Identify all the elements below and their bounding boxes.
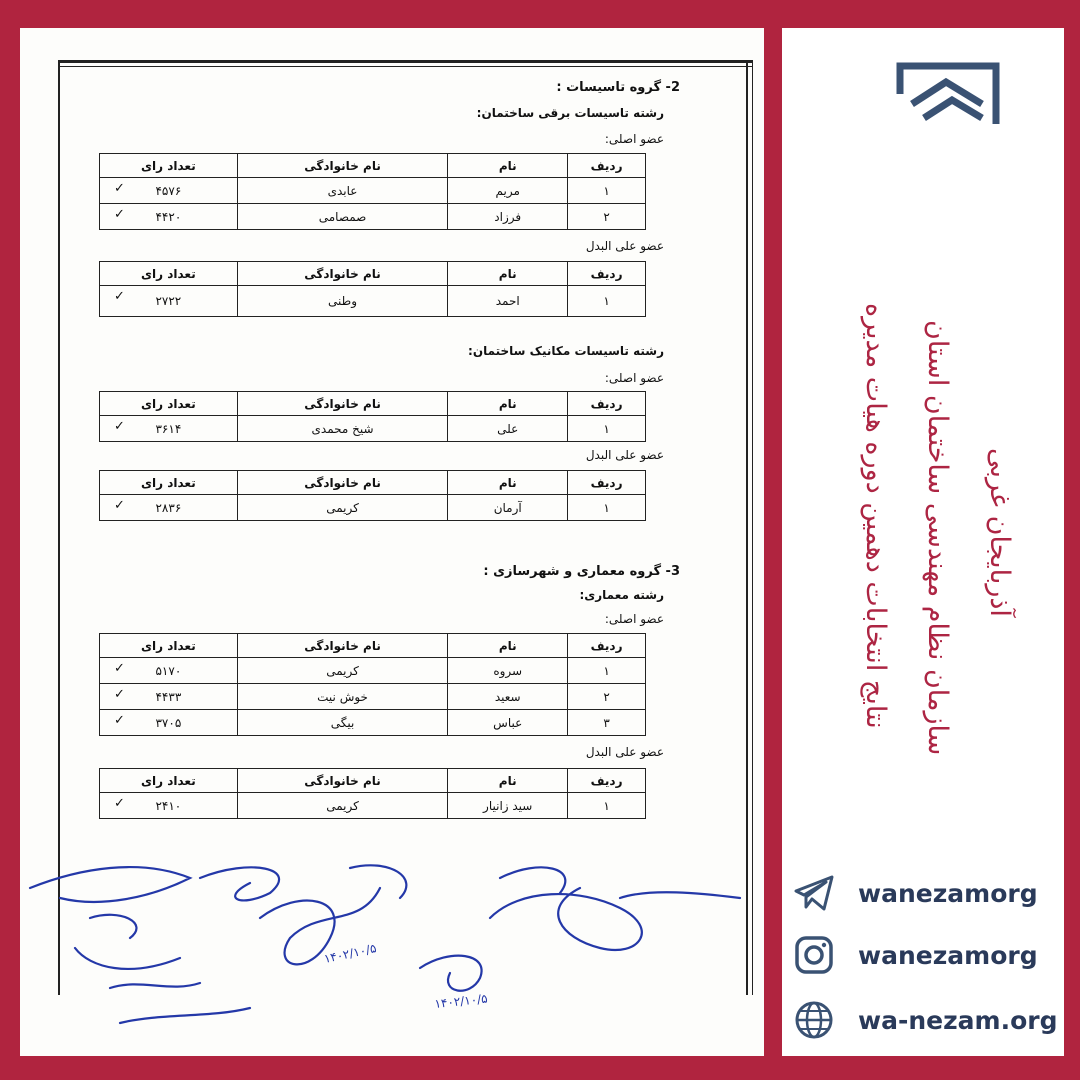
- cell-row: ۲: [568, 204, 646, 230]
- tick-mark: ✓: [114, 207, 125, 222]
- header-last: نام خانوادگی: [237, 392, 448, 416]
- frame-border-top-inner: [58, 66, 752, 67]
- cell-last: وطنی: [237, 286, 448, 317]
- header-first: نام: [448, 154, 568, 178]
- cell-row: ۱: [568, 178, 646, 204]
- cell-first: علی: [448, 416, 568, 442]
- table-row: [100, 178, 646, 204]
- cell-last: خوش نیت: [237, 684, 448, 710]
- cell-row: ۱: [568, 416, 646, 442]
- title-line-2: سازمان نظام مهندسی ساختمان استان: [922, 320, 953, 756]
- header-first: نام: [448, 634, 568, 658]
- table-header-row: [100, 154, 646, 178]
- cell-last: شیخ محمدی: [237, 416, 448, 442]
- elec-main-table: [99, 153, 646, 230]
- field-electrical-title: رشته تاسیسات برقی ساختمان:: [476, 106, 664, 120]
- header-votes: تعداد رای: [100, 262, 238, 286]
- instagram-row[interactable]: [792, 935, 1038, 975]
- header-votes: تعداد رای: [100, 769, 238, 793]
- cell-row: ۱: [568, 286, 646, 317]
- votes-value: ۳۷۰۵: [155, 715, 182, 730]
- header-first: نام: [448, 471, 568, 495]
- table-header-row: [100, 392, 646, 416]
- cell-last: کریمی: [237, 658, 448, 684]
- cell-votes: [100, 416, 238, 442]
- votes-value: ۳۶۱۴: [155, 421, 182, 436]
- header-last: نام خانوادگی: [237, 634, 448, 658]
- arch-alt-table: [99, 768, 646, 819]
- field-mechanical-title: رشته تاسیسات مکانیک ساختمان:: [468, 344, 664, 358]
- tick-mark: ✓: [114, 289, 125, 304]
- table-row: [100, 204, 646, 230]
- globe-icon: [792, 1000, 836, 1040]
- signatures-area: [20, 848, 764, 1048]
- cell-first: سعید: [448, 684, 568, 710]
- votes-value: ۴۵۷۶: [155, 183, 182, 198]
- tick-mark: ✓: [114, 419, 125, 434]
- table-row: [100, 495, 646, 521]
- header-votes: تعداد رای: [100, 471, 238, 495]
- cell-votes: [100, 684, 238, 710]
- table-row: [100, 684, 646, 710]
- header-votes: تعداد رای: [100, 634, 238, 658]
- signature-date-1: ۱۴۰۲/۱۰/۵: [322, 941, 378, 966]
- header-last: نام خانوادگی: [237, 471, 448, 495]
- cell-row: ۲: [568, 684, 646, 710]
- website-link[interactable]: wa-nezam.org: [858, 1005, 1058, 1035]
- cell-row: ۱: [568, 658, 646, 684]
- info-panel: [782, 28, 1064, 1056]
- group3-title: 3- گروه معماری و شهرسازی :: [483, 564, 680, 579]
- table-row: [100, 416, 646, 442]
- header-row: ردیف: [568, 634, 646, 658]
- mech-main-label: عضو اصلی:: [604, 371, 664, 385]
- group2-title: 2- گروه تاسیسات :: [556, 80, 680, 95]
- instagram-icon: [792, 935, 836, 975]
- cell-first: مریم: [448, 178, 568, 204]
- signature-4: [490, 867, 740, 950]
- cell-votes: [100, 710, 238, 736]
- title-line-1: نتایج انتخابات دهمین دوره هیات مدیره: [860, 303, 891, 729]
- table-row: [100, 658, 646, 684]
- signature-3: [420, 956, 482, 991]
- tick-mark: ✓: [114, 661, 125, 676]
- header-last: نام خانوادگی: [237, 262, 448, 286]
- votes-value: ۲۸۳۶: [155, 500, 182, 515]
- signature-date-2: ۱۴۰۲/۱۰/۵: [433, 991, 489, 1011]
- arch-main-label: عضو اصلی:: [604, 612, 664, 626]
- header-row: ردیف: [568, 262, 646, 286]
- header-first: نام: [448, 769, 568, 793]
- frame-border-top: [58, 60, 752, 63]
- votes-value: ۲۴۱۰: [155, 798, 182, 813]
- telegram-icon: [792, 873, 836, 913]
- cell-votes: [100, 178, 238, 204]
- cell-first: فرزاد: [448, 204, 568, 230]
- title-line-3: آذربایجان غربی: [984, 448, 1015, 617]
- logo-mark-icon: [900, 66, 996, 124]
- cell-last: عابدی: [237, 178, 448, 204]
- cell-last: بیگی: [237, 710, 448, 736]
- header-row: ردیف: [568, 471, 646, 495]
- tick-mark: ✓: [114, 181, 125, 196]
- tick-mark: ✓: [114, 498, 125, 513]
- cell-last: صمصامی: [237, 204, 448, 230]
- cell-votes: [100, 286, 238, 317]
- cell-row: ۳: [568, 710, 646, 736]
- elec-alt-label: عضو علی البدل: [585, 239, 664, 253]
- arch-main-table: [99, 633, 646, 736]
- telegram-handle[interactable]: wanezamorg: [858, 878, 1038, 908]
- cell-first: سید زانیار: [448, 793, 568, 819]
- website-row[interactable]: [792, 1000, 1057, 1040]
- votes-value: ۵۱۷۰: [155, 663, 182, 678]
- cell-votes: [100, 204, 238, 230]
- header-row: ردیف: [568, 769, 646, 793]
- cell-votes: [100, 793, 238, 819]
- table-row: [100, 710, 646, 736]
- cell-votes: [100, 658, 238, 684]
- header-votes: تعداد رای: [100, 392, 238, 416]
- table-header-row: [100, 634, 646, 658]
- header-row: ردیف: [568, 392, 646, 416]
- arch-alt-label: عضو علی البدل: [585, 745, 664, 759]
- cell-votes: [100, 495, 238, 521]
- tick-mark: ✓: [114, 713, 125, 728]
- mech-alt-label: عضو علی البدل: [585, 448, 664, 462]
- cell-first: احمد: [448, 286, 568, 317]
- header-last: نام خانوادگی: [237, 154, 448, 178]
- votes-value: ۲۷۲۲: [155, 294, 182, 308]
- table-row: [100, 793, 646, 819]
- cell-first: سروه: [448, 658, 568, 684]
- header-row: ردیف: [568, 154, 646, 178]
- table-header-row: [100, 262, 646, 286]
- signature-1: [30, 867, 250, 1023]
- cell-row: ۱: [568, 793, 646, 819]
- cell-last: کریمی: [237, 495, 448, 521]
- tick-mark: ✓: [114, 796, 125, 811]
- table-row: [100, 286, 646, 317]
- cell-last: کریمی: [237, 793, 448, 819]
- table-header-row: [100, 769, 646, 793]
- header-last: نام خانوادگی: [237, 769, 448, 793]
- votes-value: ۴۴۲۰: [155, 209, 182, 224]
- scanned-document: [20, 28, 764, 1056]
- cell-first: آرمان: [448, 495, 568, 521]
- telegram-row[interactable]: [792, 873, 1038, 913]
- votes-value: ۴۴۳۳: [155, 689, 182, 704]
- elec-main-label: عضو اصلی:: [604, 132, 664, 146]
- elec-alt-table: [99, 261, 646, 317]
- field-architecture-title: رشته معماری:: [579, 588, 664, 602]
- header-first: نام: [448, 392, 568, 416]
- cell-row: ۱: [568, 495, 646, 521]
- cell-first: عباس: [448, 710, 568, 736]
- header-votes: تعداد رای: [100, 154, 238, 178]
- mech-alt-table: [99, 470, 646, 521]
- table-header-row: [100, 471, 646, 495]
- mech-main-table: [99, 391, 646, 442]
- organization-logo: [806, 54, 1042, 254]
- header-first: نام: [448, 262, 568, 286]
- instagram-handle[interactable]: wanezamorg: [858, 940, 1038, 970]
- tick-mark: ✓: [114, 687, 125, 702]
